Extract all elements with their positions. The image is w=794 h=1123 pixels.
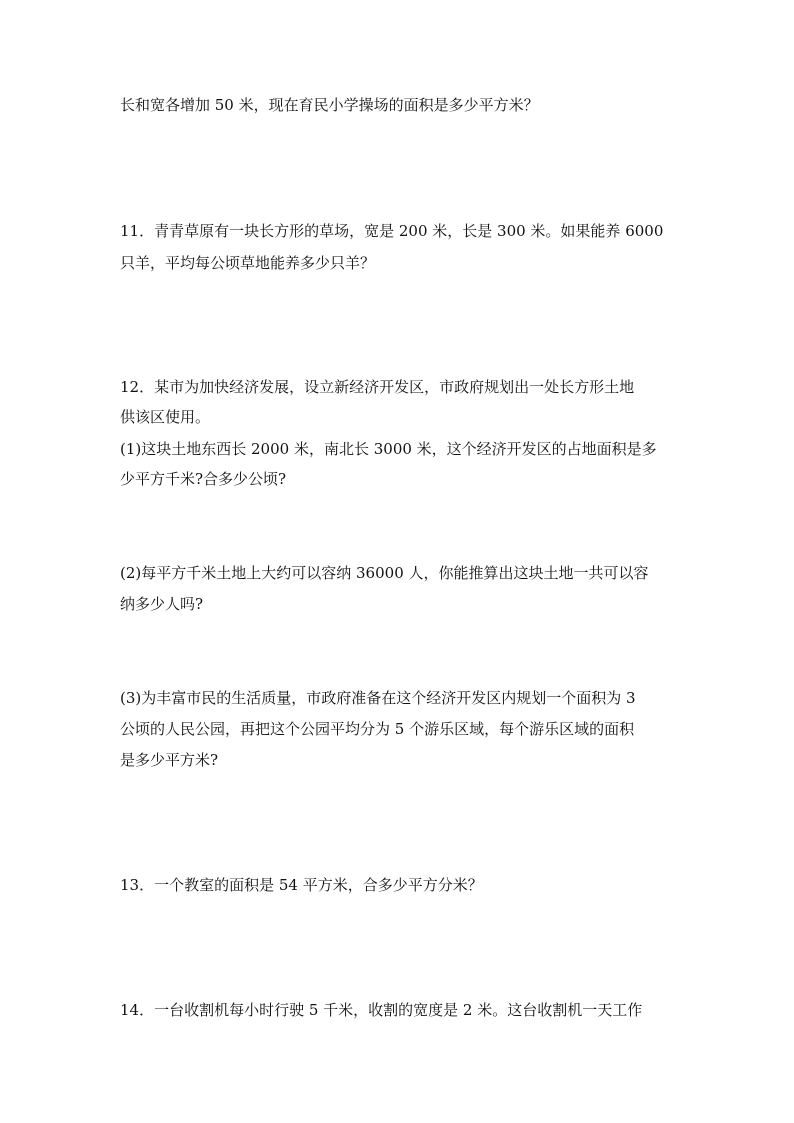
question-12-part-2-line-1: (2)每平方千米土地上大约可以容纳 36000 人，你能推算出这块土地一共可以容 <box>120 564 649 582</box>
question-14-line-1: 14．一台收割机每小时行驶 5 千米，收割的宽度是 2 米。这台收割机一天工作 <box>120 1001 643 1019</box>
question-12-part-1-line-1: (1)这块土地东西长 2000 米，南北长 3000 米，这个经济开发区的占地面积是多 <box>120 440 657 458</box>
question-11-line-1: 11．青青草原有一块长方形的草场，宽是 200 米，长是 300 米。如果能养 6000 <box>120 222 664 240</box>
question-10-continuation: 长和宽各增加 50 米，现在育民小学操场的面积是多少平方米？ <box>120 96 539 114</box>
question-12-part-3-line-1: (3)为丰富市民的生活质量，市政府准备在这个经济开发区内规划一个面积为 3 <box>120 689 636 707</box>
question-12-part-1-line-2: 少平方千米?合多少公顷? <box>120 470 287 488</box>
question-12-line-2: 供该区使用。 <box>120 408 211 426</box>
question-12-part-2-line-2: 纳多少人吗? <box>120 595 204 613</box>
question-12-part-3-line-2: 公顷的人民公园，再把这个公园平均分为 5 个游乐区域，每个游乐区域的面积 <box>120 720 635 738</box>
question-12-part-3-line-3: 是多少平方米? <box>120 751 219 769</box>
question-12-line-1: 12．某市为加快经济发展，设立新经济开发区，市政府规划出一处长方形土地 <box>120 378 635 396</box>
question-13: 13．一个教室的面积是 54 平方米，合多少平方分米？ <box>120 876 483 894</box>
question-11-line-2: 只羊，平均每公顷草地能养多少只羊？ <box>120 254 376 272</box>
